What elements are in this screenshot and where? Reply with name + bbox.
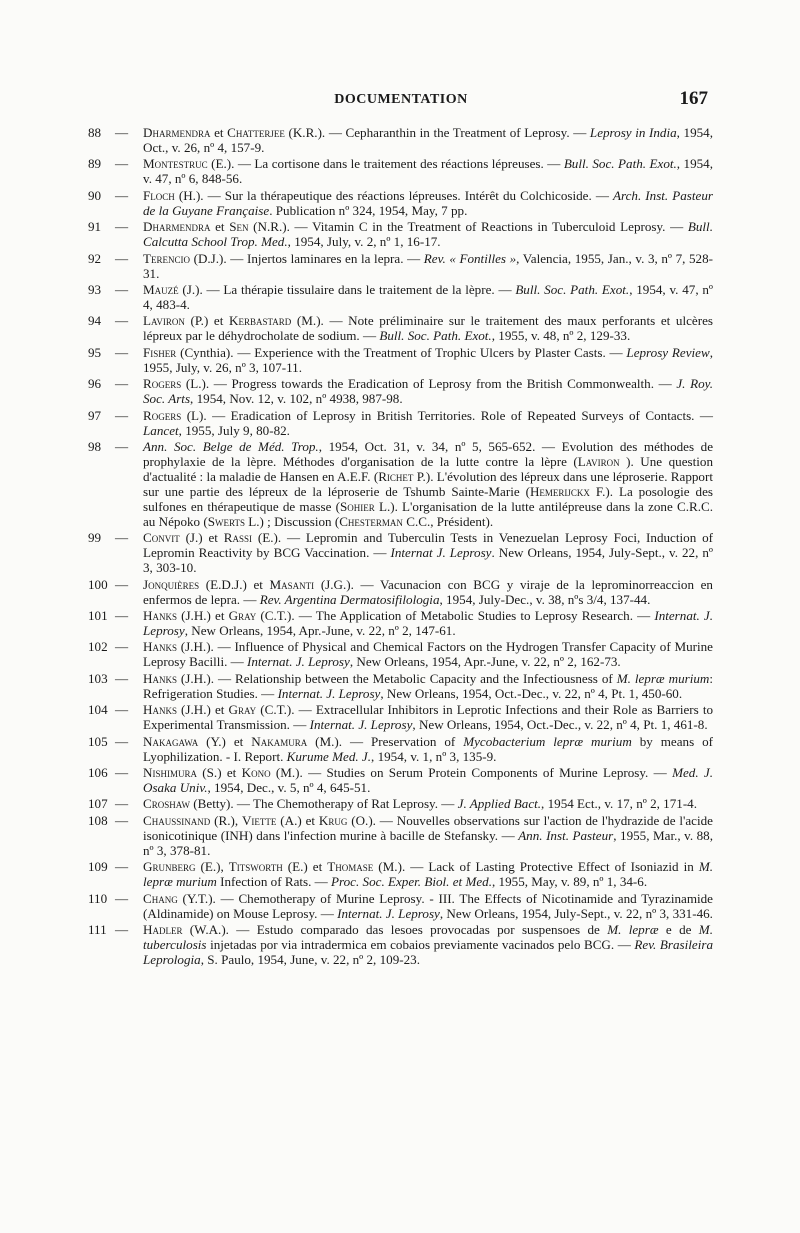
reference-dash: —	[115, 407, 129, 423]
reference-text: (L.). — Progress towards the Eradication of Leprosy from the British Commonwealth. —	[181, 376, 677, 392]
journal-title: Internat J. Leprosy	[390, 545, 492, 561]
reference-dash: —	[115, 670, 129, 686]
author-name: Hanks	[143, 702, 177, 718]
reference-entry	[88, 578, 713, 608]
reference-number: 88	[88, 125, 102, 140]
reference-number: 96	[88, 376, 102, 392]
reference-number: 89	[88, 156, 102, 172]
reference-text: F.). La posologie des sulfones en thérapeutique de masse (	[143, 483, 713, 514]
reference-entry	[88, 892, 713, 922]
reference-text: . Publication nº 324, 1954, May, 7 pp.	[269, 202, 468, 218]
author-name: Gray	[228, 702, 257, 718]
reference-entry	[88, 126, 713, 156]
author-name: Kono	[241, 765, 271, 781]
author-name: Nakamura	[251, 733, 308, 749]
journal-title: Rev. « Fontilles »	[423, 250, 517, 266]
reference-text: , 1955, v. 48, nº 2, 129-33.	[491, 328, 631, 344]
reference-text: Infection of Rats. —	[216, 874, 332, 890]
author-name: Fisher	[143, 344, 177, 360]
reference-text: , 1954, Nov. 12, v. 102, nº 4938, 987-98.	[190, 391, 403, 407]
reference-text: , New Orleans, 1954, Oct.-Dec., v. 22, nº 4, Pt. 1, 461-8.	[412, 717, 708, 733]
reference-text: et	[215, 219, 230, 235]
journal-title: Internat. J. Leprosy	[277, 685, 381, 701]
reference-text: , 1955, Mar., v. 88, nº 3, 378-81.	[143, 827, 714, 858]
reference-text: (E.). — Lepromin and Tuberculin Tests in Venezuelan Leprosy Foci, Induction of Lepromin Reactivity by BCG Vaccination. —	[143, 530, 713, 561]
author-name: Krug	[318, 812, 348, 828]
reference-text: ). Une question d'actualité : la maladie de Hansen en A.E.F. (	[143, 454, 713, 484]
reference-number: 108	[88, 812, 108, 828]
author-name: Swerts	[207, 513, 245, 529]
reference-text: , 1954, Oct. 31, v. 34, nº 5, 565-652. — Evolution des méthodes de prophylaxie de la lèpre. Méthodes d'organisation de la lutte contre la lèpre (	[143, 439, 714, 470]
reference-text: , New Orleans, 1954, Apr.-June, v. 22, nº 2, 147-61.	[184, 623, 456, 638]
journal-title: Med. J. Osaka Univ.	[143, 765, 713, 796]
journal-title: Bull. Soc. Path. Exot.	[379, 328, 492, 344]
reference-dash: —	[115, 890, 129, 906]
reference-text: by means of Lyophilization. - I. Report.	[143, 733, 714, 764]
page-header	[90, 88, 712, 112]
reference-entry	[88, 735, 713, 765]
reference-dash: —	[115, 702, 129, 718]
reference-text: (J.H.) et	[176, 702, 229, 718]
reference-dash: —	[115, 812, 129, 828]
journal-title: M. lepræ	[607, 922, 659, 938]
reference-text: (N.R.). — Vitamin C in the Treatment of Reactions in Tuberculoid Leprosy. —	[248, 219, 688, 235]
journal-title: J. Roy. Soc. Arts	[143, 376, 713, 407]
reference-text: et	[214, 125, 228, 140]
reference-entry	[88, 766, 713, 796]
reference-dash: —	[115, 125, 129, 140]
author-name: Laviron	[143, 313, 185, 329]
reference-text: C.C., Président).	[402, 513, 494, 529]
author-name: Masanti	[269, 576, 315, 592]
reference-dash: —	[115, 922, 129, 938]
reference-text: (H.). — Sur la thérapeutique des réactions lépreuses. Intérêt du Colchicoside. —	[174, 187, 613, 203]
author-name: Kerbastard	[229, 313, 292, 329]
reference-text: , 1955, July 9, 80-82.	[178, 422, 290, 438]
author-name: Laviron	[577, 454, 620, 470]
author-name: Hanks	[143, 670, 177, 686]
reference-text: (J.). — La thérapie tissulaire dans le traitement de la lèpre. —	[178, 282, 516, 298]
reference-text: (J.H.). — Relationship between the Metabolic Capacity and the Infectiousness of	[176, 670, 617, 686]
journal-title: Internat. J. Leprosy	[309, 717, 413, 733]
reference-number: 99	[88, 530, 102, 546]
reference-text: (A.) et	[276, 812, 319, 828]
author-name: Croshaw	[143, 796, 191, 812]
reference-text: , New Orleans, 1954, Oct.-Dec., v. 22, nº 4, Pt. 1, 450-60.	[380, 685, 683, 701]
reference-text: (J.H.). — Influence of Physical and Chemical Factors on the Hydrogen Transfer Capacity of Murine Leprosy Bacilli. —	[143, 639, 713, 670]
author-name: Richet	[378, 468, 414, 484]
reference-dash: —	[115, 376, 129, 392]
author-name: Chaussinand	[143, 812, 211, 828]
page-number: 167	[679, 88, 708, 109]
author-name: Gray	[228, 608, 257, 624]
reference-entry	[88, 860, 713, 890]
author-name: Viette	[241, 812, 277, 828]
reference-text: (Y.T.). — Chemotherapy of Murine Leprosy. - III. The Effects of Nicotinamide and Tyrazinamide (Aldinamide) on Mouse Leprosy. —	[143, 890, 713, 921]
reference-entry	[88, 531, 713, 576]
reference-text: (W.A.). — Estudo comparado das lesoes provocadas por suspensoes de	[182, 922, 608, 938]
reference-dash: —	[115, 765, 129, 781]
reference-text: (S.) et	[196, 765, 242, 781]
reference-text: (J.) et	[179, 530, 224, 546]
reference-number: 107	[88, 796, 108, 812]
reference-number: 97	[88, 407, 102, 423]
reference-text: , 1954, v. 47, nº 4, 483-4.	[143, 282, 713, 312]
reference-number: 95	[88, 344, 102, 360]
reference-dash: —	[115, 344, 129, 360]
reference-text: , 1955, July, v. 26, nº 3, 107-11.	[143, 344, 713, 375]
reference-dash: —	[115, 639, 129, 655]
reference-text: . New Orleans, 1954, July-Sept., v. 22, nº 3, 303-10.	[143, 545, 713, 576]
author-name: Dharmendra	[143, 219, 211, 235]
reference-text: (M.). — Studies on Serum Protein Components of Murine Leprosy. —	[270, 765, 673, 781]
reference-number: 110	[88, 890, 108, 906]
reference-text: (Y.) et	[198, 733, 252, 749]
author-name: Chang	[143, 890, 178, 906]
author-name: Thomase	[327, 859, 374, 875]
reference-number: 109	[88, 859, 108, 875]
journal-title: Internat. J. Leprosy	[337, 905, 440, 921]
author-name: Rogers	[143, 376, 182, 392]
reference-entry	[88, 640, 713, 670]
reference-text: (J.G.). — Vacunacion con BCG y viraje de la leprominorreaccion en enfermos de lepra. —	[143, 576, 713, 607]
reference-text: L.) ; Discussion (	[244, 513, 340, 529]
reference-text: , 1954, Dec., v. 5, nº 4, 645-51.	[207, 780, 371, 796]
running-title: DOCUMENTATION	[334, 92, 468, 107]
author-name: Hanks	[143, 608, 177, 624]
reference-text: (R.),	[210, 812, 242, 828]
reference-dash: —	[115, 219, 129, 235]
author-name: Chesterman	[339, 513, 403, 529]
reference-number: 106	[88, 765, 108, 781]
journal-title: M. lepræ murium	[143, 859, 713, 890]
reference-text: (Betty). — The Chemotherapy of Rat Leprosy. —	[190, 796, 458, 812]
journal-title: Ann. Inst. Pasteur	[518, 827, 614, 843]
reference-list	[88, 126, 713, 969]
author-name: Dharmendra	[143, 125, 211, 140]
journal-title: Lancet	[143, 422, 179, 438]
reference-entry	[88, 814, 713, 859]
reference-number: 98	[88, 439, 102, 455]
author-name: Rassi	[223, 530, 253, 546]
reference-text: (M.). — Note préliminaire sur le traitement des maux perforants et ulcères lépreux par le déhydrocholate de sodium. —	[143, 313, 713, 344]
reference-text: (M.). — Lack of Lasting Protective Effect of Isoniazid in	[373, 859, 699, 875]
reference-entry	[88, 189, 713, 219]
reference-entry	[88, 220, 713, 250]
reference-dash: —	[115, 608, 129, 624]
reference-text: (C.T.). — The Application of Metabolic Studies to Leprosy Research. —	[256, 608, 655, 624]
reference-number: 94	[88, 313, 102, 329]
reference-number: 92	[88, 250, 102, 266]
reference-number: 100	[88, 576, 108, 592]
journal-title: Rev. Brasileira Leprologia	[143, 937, 713, 968]
reference-entry	[88, 252, 713, 282]
journal-title: Internat. J. Leprosy	[143, 608, 713, 638]
reference-dash: —	[115, 859, 129, 875]
reference-text: , 1954, July-Dec., v. 38, nºs 3/4, 137-44.	[439, 591, 651, 607]
reference-entry	[88, 923, 713, 968]
reference-entry	[88, 672, 713, 702]
journal-title: Internat. J. Leprosy	[247, 654, 350, 670]
reference-text: , 1954, v. 47, nº 6, 848-56.	[143, 156, 713, 187]
author-name: Sen	[229, 219, 249, 235]
journal-title: Arch. Inst. Pasteur de la Guyane Française	[143, 187, 713, 218]
author-name: Mauzé	[143, 282, 179, 298]
author-name: Grunberg	[143, 859, 196, 875]
author-name: Nakagawa	[143, 733, 199, 749]
author-name: Floch	[143, 187, 175, 203]
reference-number: 93	[88, 282, 102, 298]
reference-text: , 1954, v. 1, nº 3, 135-9.	[371, 748, 497, 764]
reference-entry	[88, 609, 713, 639]
reference-text: (P.) et	[184, 313, 230, 329]
reference-entry	[88, 377, 713, 407]
reference-text: e de	[658, 922, 699, 938]
reference-number: 105	[88, 733, 108, 749]
author-name: Chatterjee	[227, 125, 285, 140]
journal-title: Rev. Argentina Dermatosifilologia	[259, 591, 440, 607]
reference-text: (E.),	[195, 859, 229, 875]
author-name: Rogers	[143, 407, 182, 423]
reference-text: (E.D.J.) et	[199, 576, 270, 592]
reference-dash: —	[115, 530, 129, 546]
author-name: Nishimura	[143, 765, 197, 781]
reference-entry	[88, 440, 713, 530]
reference-number: 90	[88, 187, 102, 203]
author-name: Sohier	[339, 498, 375, 514]
journal-title: Leprosy Review	[626, 344, 710, 360]
reference-text: (M.). — Preservation of	[307, 733, 464, 749]
journal-title: Mycobacterium lepræ murium	[463, 733, 632, 749]
reference-entry	[88, 703, 713, 733]
reference-number: 91	[88, 219, 102, 235]
reference-text: , S. Paulo, 1954, June, v. 22, nº 2, 109-23.	[200, 952, 420, 968]
author-name: Hemerijckx	[529, 483, 590, 499]
reference-dash: —	[115, 156, 129, 172]
reference-entry	[88, 314, 713, 344]
author-name: Hanks	[143, 639, 177, 655]
reference-entry	[88, 797, 713, 812]
reference-dash: —	[115, 282, 129, 298]
reference-text: , 1954 Ect., v. 17, nº 2, 171-4.	[541, 796, 698, 812]
reference-text: L.). L'organisation de la lutte antilépreuse dans la zone C.R.C. au Népoko (	[143, 498, 714, 529]
reference-number: 104	[88, 702, 108, 718]
reference-text: : Refrigeration Studies. —	[143, 670, 713, 701]
reference-text: , 1954, Oct., v. 26, nº 4, 157-9.	[143, 125, 713, 155]
author-name: Hadler	[143, 922, 183, 938]
reference-text: (Cynthia). — Experience with the Treatment of Trophic Ulcers by Plaster Casts. —	[176, 344, 627, 360]
reference-dash: —	[115, 576, 129, 592]
reference-text: injetadas por via intradermica em cobaios previamente vacinados pelo BCG. —	[206, 937, 635, 953]
reference-text: , 1955, May, v. 89, nº 1, 34-6.	[492, 874, 648, 890]
reference-dash: —	[115, 250, 129, 266]
reference-text: , New Orleans, 1954, July-Sept., v. 22, nº 3, 331-46.	[439, 905, 713, 921]
journal-title: Kurume Med. J.	[286, 748, 372, 764]
journal-title: J. Applied Bact.	[457, 796, 542, 812]
reference-text: , New Orleans, 1954, Apr.-June, v. 22, nº 2, 162-73.	[349, 654, 621, 670]
journal-title: Bull. Soc. Path. Exot.	[515, 282, 630, 298]
reference-number: 101	[88, 608, 108, 624]
author-name: Convit	[143, 530, 180, 546]
reference-text: (K.R.). — Cepharanthin in the Treatment of Leprosy. —	[284, 125, 590, 140]
reference-text: (J.H.) et	[176, 608, 229, 624]
journal-title: Ann. Soc. Belge de Méd. Trop.	[143, 439, 319, 455]
reference-text: , 1954, July, v. 2, nº 1, 16-17.	[287, 234, 441, 250]
reference-text: (O.). — Nouvelles observations sur l'action de l'hydrazide de l'acide isonicotinique (INH) dans l'infection murine à bacille de Stefansky. —	[143, 812, 713, 843]
reference-dash: —	[115, 733, 129, 749]
reference-entry	[88, 346, 713, 376]
reference-number: 111	[88, 922, 107, 938]
journal-title: M. lepræ murium	[616, 670, 710, 686]
reference-dash: —	[115, 313, 129, 329]
reference-number: 102	[88, 639, 108, 655]
reference-number: 103	[88, 670, 108, 686]
reference-text: (L). — Eradication of Leprosy in British Territories. Role of Repeated Surveys of Contacts. —	[181, 407, 713, 423]
reference-text: (D.J.). — Injertos laminares en la lepra. —	[190, 250, 424, 266]
reference-dash: —	[115, 187, 129, 203]
author-name: Jonquières	[143, 576, 200, 592]
author-name: Terencio	[143, 250, 190, 266]
reference-text: (C.T.). — Extracellular Inhibitors in Leprotic Infections and their Role as Barriers to Experimental Transmission. —	[143, 702, 714, 733]
journal-title: Leprosy in India	[589, 125, 677, 140]
journal-title: Proc. Soc. Exper. Biol. et Med.	[331, 874, 492, 890]
reference-text: P.). L'évolution des lépreux dans une léproserie. Rapport sur une partie des lépreux de la léproserie de Tshumb Sainte-Marie (	[143, 468, 713, 499]
reference-text: (E.). — La cortisone dans le traitement des réactions lépreuses. —	[207, 156, 564, 172]
journal-title: Bull. Soc. Path. Exot.	[563, 156, 677, 172]
journal-title: M. tuberculosis	[143, 922, 713, 953]
reference-text: (E.) et	[282, 859, 328, 875]
journal-title: Bull. Calcutta School Trop. Med.	[143, 219, 713, 250]
reference-text: , Valencia, 1955, Jan., v. 3, nº 7, 528-31.	[143, 250, 713, 281]
author-name: Titsworth	[228, 859, 283, 875]
reference-entry	[88, 409, 713, 439]
reference-dash: —	[115, 796, 129, 812]
author-name: Montestruc	[143, 156, 208, 172]
reference-dash: —	[115, 439, 129, 455]
reference-entry	[88, 283, 713, 313]
reference-entry	[88, 157, 713, 187]
